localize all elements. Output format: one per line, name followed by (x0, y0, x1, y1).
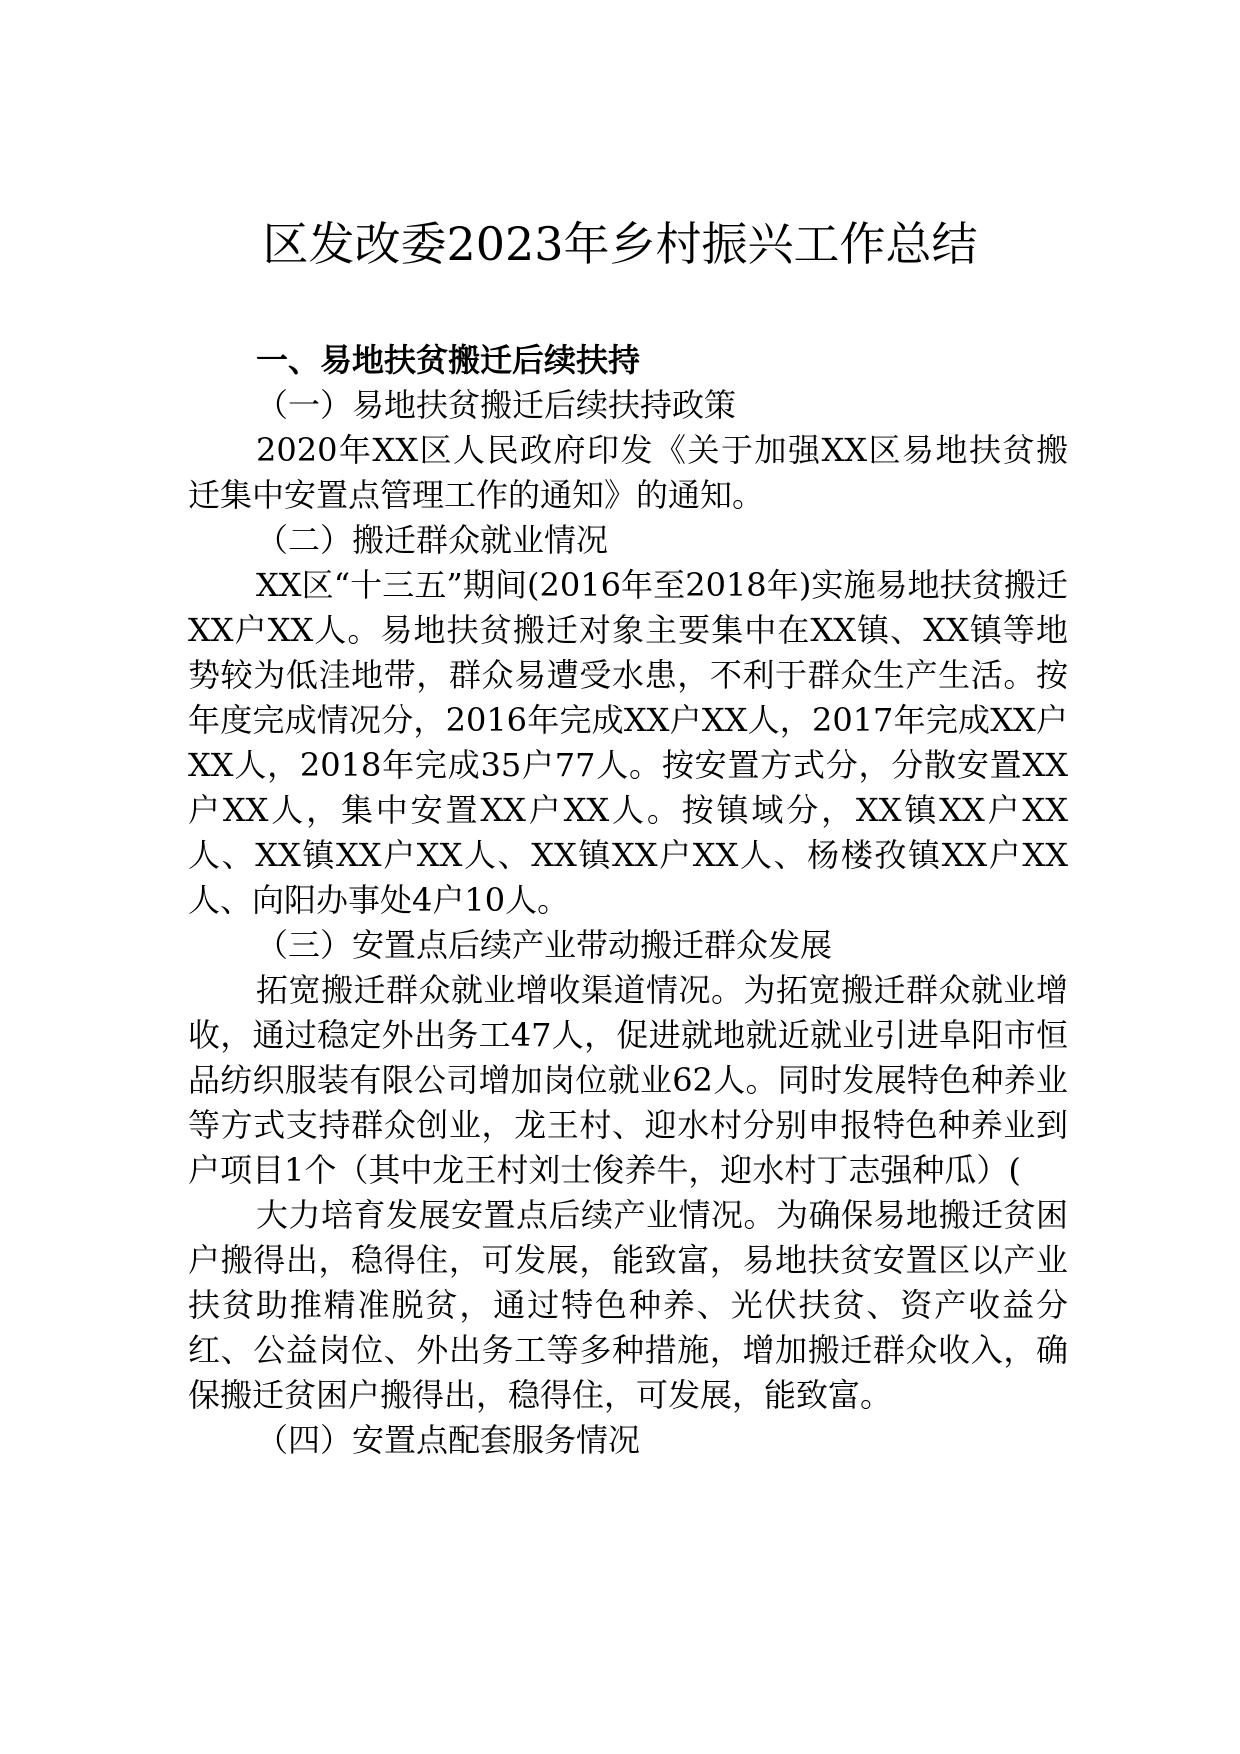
section-heading: 一、易地扶贫搬迁后续扶持 (256, 341, 641, 379)
body-paragraph: XX区“十三五”期间(2016年至2018年)实施易地扶贫搬迁XX户XX人。易地扶贫搬迁对象主要集中在XX镇、XX镇等地势较为低洼地带，群众易遭受水患，不利于群众生产生活。按年度完成情况分，2016年完成XX户XX人，2017年完成XX户XX人，2018年完成35户77人。按安置方式分，分散安置XX户XX人，集中安置XX户XX人。按镇域分，XX镇XX户XX人、XX镇XX户XX人、XX镇XX户XX人、杨楼孜镇XX户XX人、向阳办事处4户10人。 (188, 566, 1068, 919)
subsection-heading: （一）易地扶贫搬迁后续扶持政策 (256, 386, 737, 424)
document-title: 区发改委2023年乡村振兴工作总结 (262, 217, 978, 271)
subsection-heading: （二）搬迁群众就业情况 (256, 521, 609, 559)
body-paragraph: 大力培育发展安置点后续产业情况。为确保易地搬迁贫困户搬得出，稳得住，可发展，能致富，易地扶贫安置区以产业扶贫助推精准脱贫，通过特色种养、光伏扶贫、资产收益分红、公益岗位、外出务工等多种措施，增加搬迁群众收入，确保搬迁贫困户搬得出，稳得住，可发展，能致富。 (188, 1196, 1068, 1414)
subsection-heading: （三）安置点后续产业带动搬迁群众发展 (256, 926, 833, 964)
subsection-heading: （四）安置点配套服务情况 (256, 1421, 641, 1459)
body-paragraph: 拓宽搬迁群众就业增收渠道情况。为拓宽搬迁群众就业增收，通过稳定外出务工47人，促进就地就近就业引进阜阳市恒品纺织服装有限公司增加岗位就业62人。同时发展特色种养业等方式支持群众创业，龙王村、迎水村分别申报特色种养业到户项目1个（其中龙王村刘士俊养牛，迎水村丁志强种瓜）( (188, 971, 1068, 1189)
document-body (188, 338, 1068, 1463)
body-paragraph: 2020年XX区人民政府印发《关于加强XX区易地扶贫搬迁集中安置点管理工作的通知》的通知。 (188, 431, 1068, 514)
